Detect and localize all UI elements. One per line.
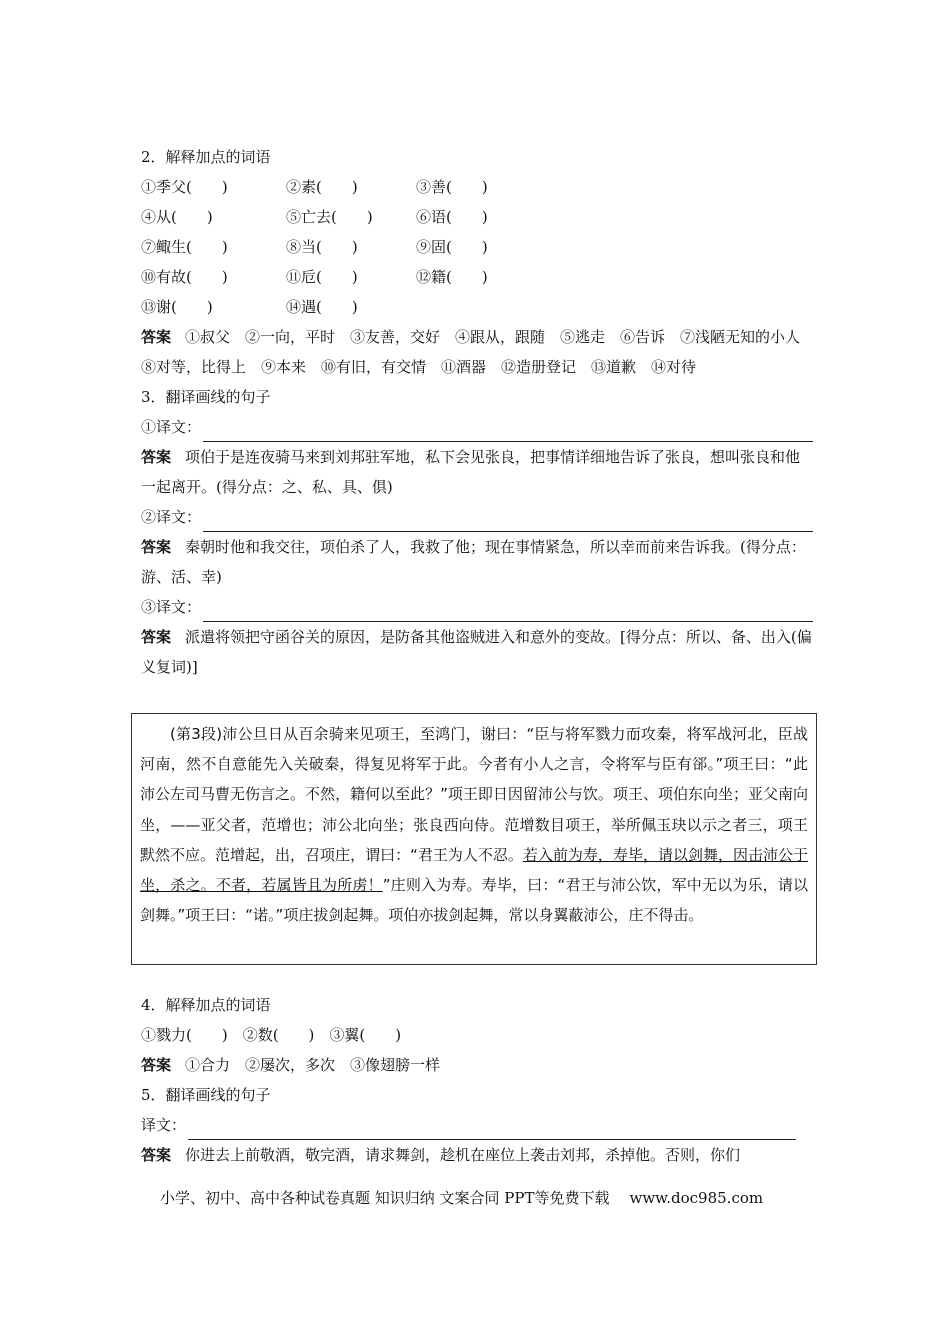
q3-title: 3．翻译画线的句子 (141, 388, 271, 406)
q4-items: ①戮力( ) ②数( ) ③翼( ) (141, 1026, 402, 1044)
q3-answer-1 (141, 442, 813, 502)
translation-line-q5 (141, 1110, 796, 1140)
q3-answer-3 (141, 622, 813, 682)
answer-blank (203, 511, 813, 532)
answer-text: 你进去上前敬酒，敬完酒，请求舞剑，趁机在座位上袭击刘邦，杀掉他。否则，你们 (185, 1146, 741, 1164)
q2-item: ⑤亡去( ) (286, 208, 373, 226)
q2-item: ⑬谢( ) (141, 298, 213, 316)
footer-text: 小学、初中、高中各种试卷真题 知识归纳 文案合同 PPT等免费下载 (160, 1189, 610, 1207)
q2-item: ⑨固( ) (416, 238, 488, 256)
q2-item: ①季父( ) (141, 178, 228, 196)
translation-label: ①译文： (141, 418, 202, 436)
answer-blank (188, 1119, 796, 1140)
answer-label: 答案 (141, 628, 172, 646)
passage-segment: 蔽沛公，庄不得击。 (568, 906, 704, 925)
dotted-word: 戮 · (595, 725, 610, 743)
q2-item: ⑫籍( ) (416, 268, 488, 286)
translation-line-3 (141, 592, 813, 622)
passage-box (131, 713, 817, 965)
answer-blank (203, 421, 813, 442)
answer-text: 派遣将领把守函谷关的原因，是防备其他盗贼进入和意外的变故。[得分点：所以、备、出入(偏义复词)] (141, 628, 812, 676)
passage-text (140, 719, 808, 930)
q2-item: ⑭遇( ) (286, 298, 358, 316)
q2-item: ④从( ) (141, 208, 213, 226)
dotted-word: 翼 · (553, 906, 568, 924)
answer-label: 答案 (141, 1056, 172, 1074)
q2-item: ⑪卮( ) (286, 268, 358, 286)
translation-label: 译文： (141, 1116, 187, 1134)
answer-text: ①叔父 ②一向，平时 ③友善，交好 ④跟从，跟随 ⑤逃走 ⑥告诉 ⑦浅陋无知的小人 ⑧对等，比得上 ⑨本来 ⑩有旧，有交情 ⑪酒器 ⑫造册登记 ⑬道歉 ⑭对待 (141, 328, 816, 376)
question-section-top (141, 142, 816, 682)
translation-line-2 (141, 502, 813, 532)
q5-title: 5．翻译画线的句子 (141, 1086, 271, 1104)
q2-row-4 (141, 262, 813, 292)
answer-text: 秦朝时他和我交往，项伯杀了人，我救了他；现在事情紧急，所以幸而前来告诉我。(得分点：游、活、幸) (141, 538, 806, 586)
q3-answer-2 (141, 532, 813, 592)
translation-label: ③译文： (141, 598, 202, 616)
q2-item: ⑦鲰生( ) (141, 238, 228, 256)
answer-label: 答案 (141, 1146, 172, 1164)
q2-item: ⑥语( ) (416, 208, 488, 226)
q2-row-1 (141, 172, 813, 202)
q2-row-5 (141, 292, 813, 322)
q2-item: ②素( ) (286, 178, 358, 196)
passage-segment: 目项王，举所佩玉玦以示之者三，项王默然不应。范增起，出，召项庄，谓曰：“君王为人不忍。 (140, 815, 808, 864)
q2-row-2 (141, 202, 813, 232)
answer-text: 项伯于是连夜骑马来到刘邦驻军地，私下会见张良，把事情详细地告诉了张良，想叫张良和他一起离开。(得分点：之、私、具、俱) (141, 448, 801, 496)
q2-item: ⑩有故( ) (141, 268, 228, 286)
q2-item: ⑧当( ) (286, 238, 358, 256)
underlined-sentence: 若入前为寿，寿毕，请以剑舞，因击沛公于坐，杀之。不者，若属皆且为所虏！ (140, 845, 808, 895)
passage-segment: (第3段)沛公旦日从百余骑来见项王，至鸿门，谢曰：“臣与将军 (170, 725, 596, 743)
q5-answer (141, 1140, 813, 1170)
answer-blank (203, 601, 813, 622)
answer-label: 答案 (141, 448, 172, 466)
translation-line-1 (141, 412, 813, 442)
q2-title: 2．解释加点的词语 (141, 148, 271, 166)
page-footer (160, 1187, 763, 1208)
answer-label: 答案 (141, 538, 172, 556)
q2-item: ③善( ) (416, 178, 488, 196)
q2-answer (141, 322, 816, 382)
footer-site: www.doc985.com (629, 1189, 764, 1207)
q4-answer (141, 1050, 813, 1080)
q4-title: 4．解释加点的词语 (141, 996, 271, 1014)
passage-segment: ”庄则入为寿。寿毕，曰：“君王与沛公饮，军中无以为乐，请以剑舞。”项王曰：“诺。”项庄拔剑起舞。项伯亦拔剑起舞，常以身 (140, 876, 808, 925)
question-section-bottom (141, 990, 813, 1170)
dotted-word: 数 · (535, 816, 550, 834)
q2-row-3 (141, 232, 813, 262)
answer-text: ①合力 ②屡次，多次 ③像翅膀一样 (185, 1056, 441, 1074)
answer-label: 答案 (141, 328, 172, 346)
translation-label: ②译文： (141, 508, 202, 526)
passage-segment: 力而攻秦，将军战河北，臣战河南，然不自意能先入关破秦，得复见将军于此。今者有小人之言，令将军与臣有郤。”项王曰：“此沛公左司马曹无伤言之。不然，籍何以至此？”项王即日因留沛公与饮。项王、项伯东向坐；亚父南向坐，——亚父者，范增也；沛公北向坐；张良西向侍。范增 (140, 725, 808, 834)
